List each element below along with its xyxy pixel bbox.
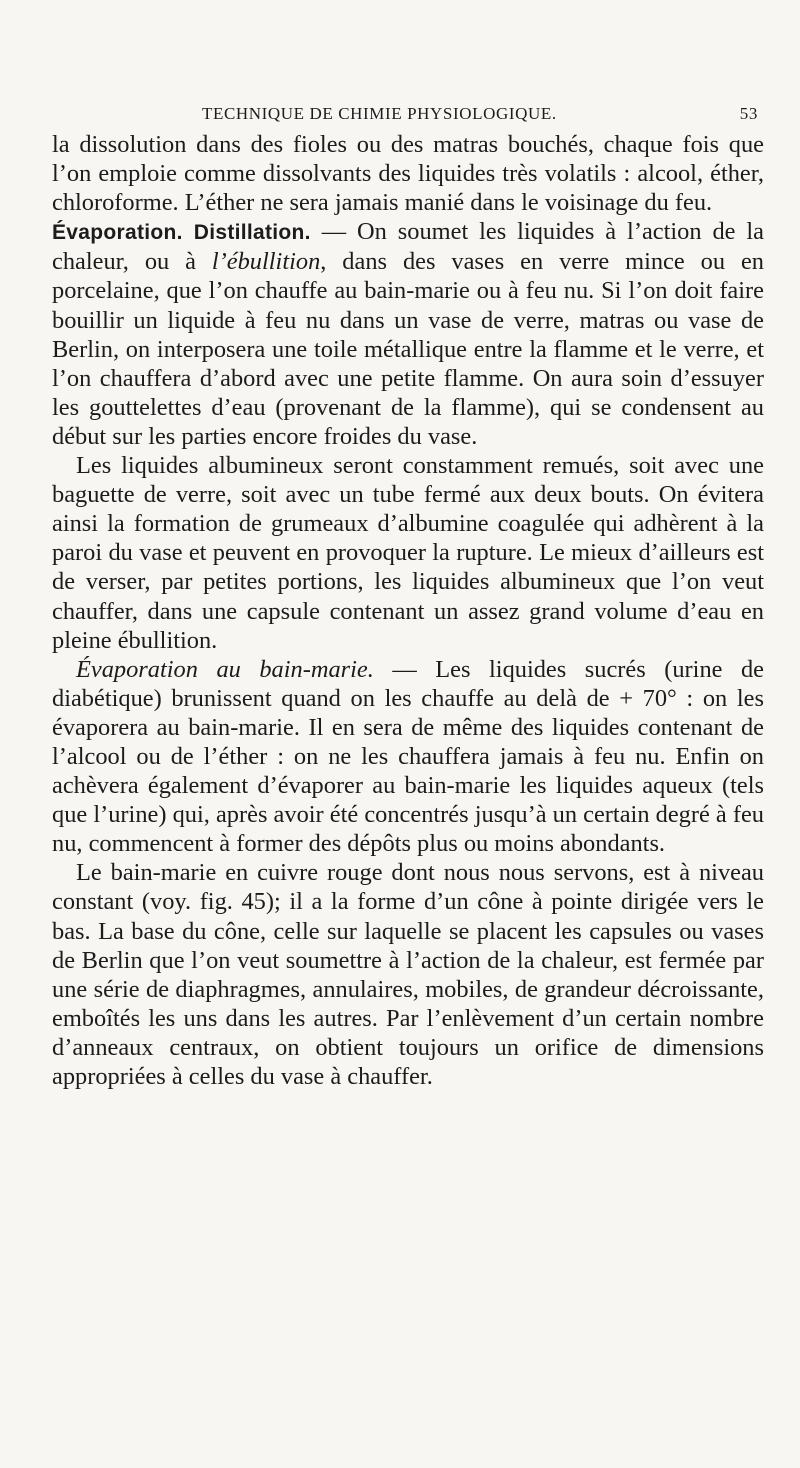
paragraph-text: — Les liquides sucrés (urine de diabétique) brunissent quand on les chauffe au delà de + 70° : on les évaporera au bain-marie. Il en sera de même des liquides contenant de l’alcool ou de l’éther : on ne les chauffera jamais à feu nu. Enfin on achèvera également d’évaporer au bain-marie les liquides aqueux (tels que l’urine) qui, après avoir été concentrés jusqu’à un certain degré à feu nu, commencent à former des dépôts plus ou moins abondants. [52,655,765,858]
paragraph-evaporation-distillation [52,217,764,451]
book-page [52,96,764,1091]
subsection-heading-bain-marie: Évaporation au bain-marie. [76,655,374,683]
paragraph-text: — On soumet les liquides à l’action de la chaleur, ou à [52,218,765,276]
paragraph-liquides-albumineux: Les liquides albumineux seront constamment remués, soit avec une baguette de verre, soit avec un tube fermé aux deux bouts. On évitera ainsi la formation de grumeaux d’albumine coagulée qui adhèrent à la paroi du vase et peuvent en provoquer la rupture. Le mieux d’ailleurs est de verser, par petites portions, les liquides albumineux que l’on veut chauffer, dans une capsule contenant un assez grand volume d’eau en pleine ébullition. [52,452,764,654]
running-title: TECHNIQUE DE CHIMIE PHYSIOLOGIQUE. [202,104,557,123]
page-number: 53 [739,104,758,123]
section-heading-evaporation-distillation: Évaporation. Distillation. [52,221,311,245]
paragraph-text: , dans des vases en verre mince ou en porcelaine, que l’on chauffe au bain-marie ou à feu nu. Si l’on doit faire bouillir un liquide à feu nu dans un vase de verre, matras ou vase de Berlin, on interposera une toile métallique entre la flamme et le verre, et l’on chauffera d’abord avec une petite flamme. On aura soin d’essuyer les gouttelettes d’eau (provenant de la flamme), qui se condensent au début sur les parties encore froides du vase. [52,248,764,450]
emphasis-ebullition: l’ébullition [211,248,321,276]
body-text [52,130,764,1091]
paragraph-bain-marie-cuivre: Le bain-marie en cuivre rouge dont nous nous servons, est à niveau constant (voy. fig. 45); il a la forme d’un cône à pointe dirigée vers le bas. La base du cône, celle sur laquelle se placent les capsules ou vases de Berlin que l’on veut soumettre à l’action de la chaleur, est fermée par une série de diaphragmes, annulaires, mobiles, de grandeur décroissante, emboîtés les uns dans les autres. Par l’enlèvement d’un certain nombre d’anneaux centraux, on obtient toujours un orifice de dimensions appropriées à celles du vase à chauffer. [52,859,764,1090]
paragraph-dissolution: la dissolution dans des fioles ou des matras bouchés, chaque fois que l’on emploie comme dissolvants des liquides très volatils : alcool, éther, chloroforme. L’éther ne sera jamais manié dans le voisinage du feu. [52,131,764,217]
paragraph-evaporation-bain-marie [52,655,764,859]
running-header [52,96,764,130]
